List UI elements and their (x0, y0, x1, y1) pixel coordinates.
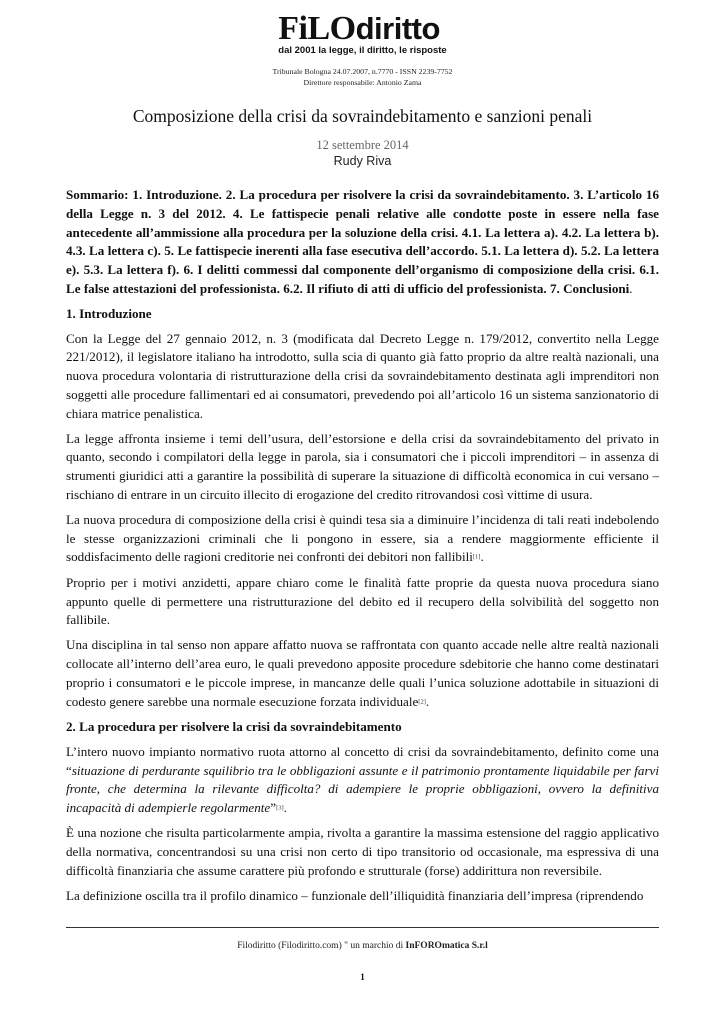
paragraph-end: . (283, 800, 287, 816)
paragraph: È una nozione che risulta particolarmente ampia, rivolta a garantire la massima estensione del raggio applicativo della normativa, concentrandosi su una crisi non certo di tipo transitorio od occasionale, ma espressiva di una difficoltà finanziaria che assume carattere più profondo e strutturale (forse) addirittura non reversibile. (66, 825, 659, 879)
paragraph-text: Una disciplina in tal senso non appare affatto nuova se raffrontata con quanto accade nelle altre realtà nazionali collocate all’interno dell’area euro, le quali prevedono apposite procedure sdebitorie che hanno come destinatari proprio i consumatori e le piccole imprese, in mancanze delle quali l’unica soluzione adottabile in situazioni di codesto genere sarebbe una normale esecuzione forzata individuale (66, 637, 659, 709)
logo-tagline: dal 2001 la legge, il diritto, le risposte (278, 45, 447, 56)
article-date: 12 settembre 2014 (316, 138, 409, 152)
logo-part-diritto: diritto (355, 11, 440, 46)
logo-part-filo: FiLO (278, 10, 356, 47)
article-title: Composizione della crisi da sovraindebitamento e sanzioni penali (132, 106, 593, 126)
masthead (0, 10, 725, 88)
footnote-link[interactable]: [3] (276, 804, 284, 812)
director-line: Direttore responsabile: Antonio Zama (303, 78, 422, 87)
registry-line: Tribunale Bologna 24.07.2007, n.7770 - ISSN 2239-7752 (272, 67, 453, 76)
quote-close: ” (270, 800, 277, 816)
paragraph: Con la Legge del 27 gennaio 2012, n. 3 (modificata dal Decreto Legge n. 179/2012, convertito nella Legge 221/2012), il legislatore italiano ha introdotto, sulla scia di quanto già fatto proprio da altre realtà nazionali, una nuova procedura volontaria di ristrutturazione della crisi da sovraindebitamento destinata agli imprenditori non soggetti alle procedure fallimentari ed ai consumatori, prevedendo poi all’articolo 16 un sistema sanzionatorio di chiara matrice penalistica. (66, 330, 659, 421)
article-body (66, 186, 659, 912)
paragraph (66, 636, 659, 712)
paragraph: La legge affronta insieme i temi dell’usura, dell’estorsione e della crisi da sovraindebitamento del privato in quanto, secondo i compilatori della legge in parola, sia i consumatori che i piccoli imprenditori – in assenza di strumenti giuridici atti a garantire la possibilità di superare la situazione di difficoltà economica in cui versano – rischiano di entrare in un circuito illecito di erogazione del credito ritrovandosi così vittime di usura. (66, 430, 659, 502)
page-number: 1 (360, 972, 365, 982)
paragraph-end: . (425, 693, 430, 709)
footnote-link[interactable]: [1] (472, 553, 481, 561)
article-author: Rudy Riva (333, 154, 392, 168)
footnote-link[interactable]: [2] (418, 698, 426, 706)
filodiritto-logo[interactable] (278, 10, 447, 56)
summary-paragraph (66, 186, 659, 299)
page-footer (0, 941, 725, 951)
logo-title (278, 10, 446, 47)
summary-text: Sommario: 1. Introduzione. 2. La procedura per risolvere la crisi da sovraindebitamento. 3. L’articolo 16 della Legge n. 3 del 2012. 4. Le fattispecie penali relative alle condotte poste in essere nella fase antecedente all’ammissione alla procedura per la soluzione della crisi. 4.1. La lettera a). 4.2. La lettera b). 4.3. La lettera c). 5. Le fattispecie inerenti alla fase esecutiva dell’accordo. 5.1. La lettera d). 5.2. La lettera e). 5.3. La lettera f). 6. I delitti commessi dal componente dell’organismo di composizione della crisi. 6.1. Le false attestazioni del professionista. 6.2. Il rifiuto di atti di ufficio del professionista. 7. Conclusioni (66, 187, 659, 296)
paragraph-text: L’intero nuovo impianto normativo ruota attorno al concetto di crisi da sovraindebitamento, definito come una “ (66, 743, 659, 778)
footer-text: Filodiritto (Filodiritto.com) " un marchio di (237, 941, 406, 951)
section-heading-introduzione: 1. Introduzione (66, 305, 152, 321)
paragraph: Proprio per i motivi anzidetti, appare chiaro come le finalità fatte proprie da questa nuova procedura siano appunto quelle di permettere una ristrutturazione del debito ed il recupero della solvibilità del soggetto non fallibile. (66, 574, 659, 628)
paragraph (66, 511, 659, 568)
footer-divider (66, 927, 659, 928)
section-heading-procedura: 2. La procedura per risolvere la crisi da sovraindebitamento (66, 718, 402, 734)
paragraph-end: . (480, 549, 484, 565)
quoted-definition: situazione di perdurante squilibrio tra le obbligazioni assunte e il patrimonio prontamente liquidabile per farvi fronte, che determina la rilevante difficolta? di adempiere le proprie obbligazioni, ovvero la definitiva incapacità di adempierle regolarmente (66, 762, 659, 816)
paragraph (66, 743, 659, 819)
paragraph-text: La nuova procedura di composizione della crisi è quindi tesa sia a diminuire l’incidenza di tali reati indebolendo le stesse organizzazioni criminali che li pongono in essere, sia a rendere maggiormente efficiente il soddisfacimento delle ragioni creditorie nei confronti dei debitori non fallibili (66, 511, 659, 565)
summary-end: . (629, 280, 633, 296)
paragraph: La definizione oscilla tra il profilo dinamico – funzionale dell’illiquidità finanziaria dell’impresa (riprendendo (66, 887, 644, 903)
registry-info (0, 66, 725, 88)
footer-brand: InFOROmatica S.r.l (405, 941, 488, 951)
